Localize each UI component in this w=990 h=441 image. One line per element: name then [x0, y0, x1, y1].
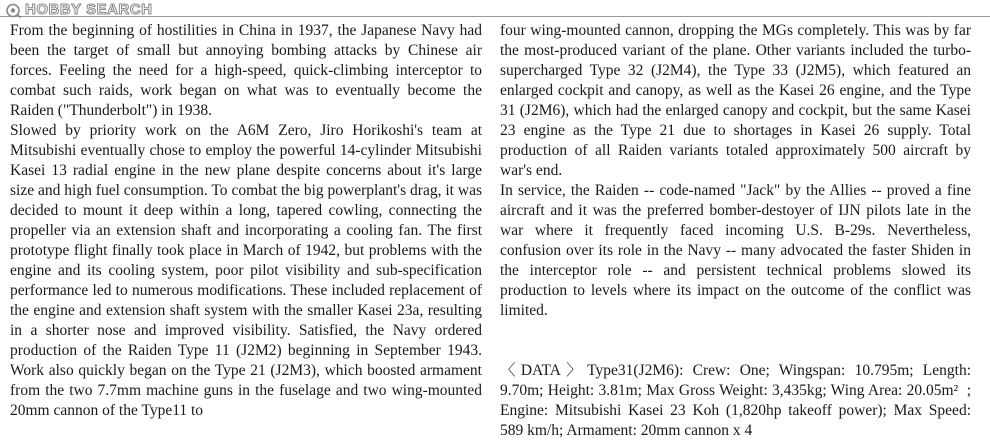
intro-paragraph: From the beginning of hostilities in China in 1937, the Japanese Navy had been the target of small but annoying bombing attacks by Chinese air forces. Feeling the need for a high-speed, quick-climbing interceptor to combat such raids, work began on what was to eventually become the Raiden ("Thunderbolt") in 1938.	[10, 22, 482, 119]
data-specifications: 〈DATA〉Type31(J2M6): Crew: One; Wingspan: 10.795m; Length: 9.70m; Height: 3.81m; Max Gross Weight: 3,435kg; Wing Area: 20.05m² ; Engine: Mitsubishi Kasei 23 Koh (1,820hp takeoff power); Max Speed: 589 km/h; Armament: 20mm cannon x 4	[500, 362, 971, 439]
hobby-search-logo-icon	[6, 3, 22, 18]
variants-paragraph: four wing-mounted cannon, dropping the MGs completely. This was by far the most-produced variant of the plane. Other variants included the turbo-supercharged Type 32 (J2M4), the Type 33 (J2M5), which featured an enlarged cockpit and canopy, as well as the Kasei 26 engine, and the Type 31 (J2M6), which had the enlarged canopy and cockpit, but the same Kasei 23 engine as the Type 21 due to shortages in Kasei 26 supply. Total production of all Raiden variants totaled approximately 500 aircraft by war's end.	[500, 22, 971, 179]
service-paragraph: In service, the Raiden -- code-named "Jack" by the Allies -- proved a fine aircraft and it was the preferred bomber-destoyer of IJN pilots late in the war where it frequently faced incoming U.S. B-29s. Nevertheless, confusion over its role in the Navy -- many advocated the faster Shiden in the interceptor role -- and persistent technical problems slowed its production to levels where its impact on the outcome of the conflict was limited.	[500, 182, 971, 319]
watermark-text: HOBBY SEARCH	[25, 1, 153, 18]
hobby-search-watermark	[6, 2, 152, 18]
spacer	[500, 321, 971, 361]
right-column	[500, 21, 971, 441]
development-paragraph: Slowed by priority work on the A6M Zero, Jiro Horikoshi's team at Mitsubishi eventually chose to employ the powerful 14-cylinder Mitsubishi Kasei 13 radial engine in the new plane despite concerns about it's large size and high fuel consumption. To combat the big powerplant's drag, it was decided to mount it deep within a long, tapered cowling, connecting the propeller via an extension shaft and incorporating a cooling fan. The first prototype flight finally took place in March of 1942, but problems with the engine and its cooling system, poor pilot visibility and sub-specification performance led to numerous modifications. These included replacement of the engine and extension shaft system with the smaller Kasei 23a, resulting in a shorter nose and improved visibility. Satisfied, the Navy ordered production of the Raiden Type 11 (J2M2) beginning in September 1943. Work also quickly began on the Type 21 (J2M3), which boosted armament from the two 7.7mm machine guns in the fuselage and two wing-mounted 20mm cannon of the Type11 to	[10, 122, 482, 419]
left-column	[10, 21, 482, 421]
